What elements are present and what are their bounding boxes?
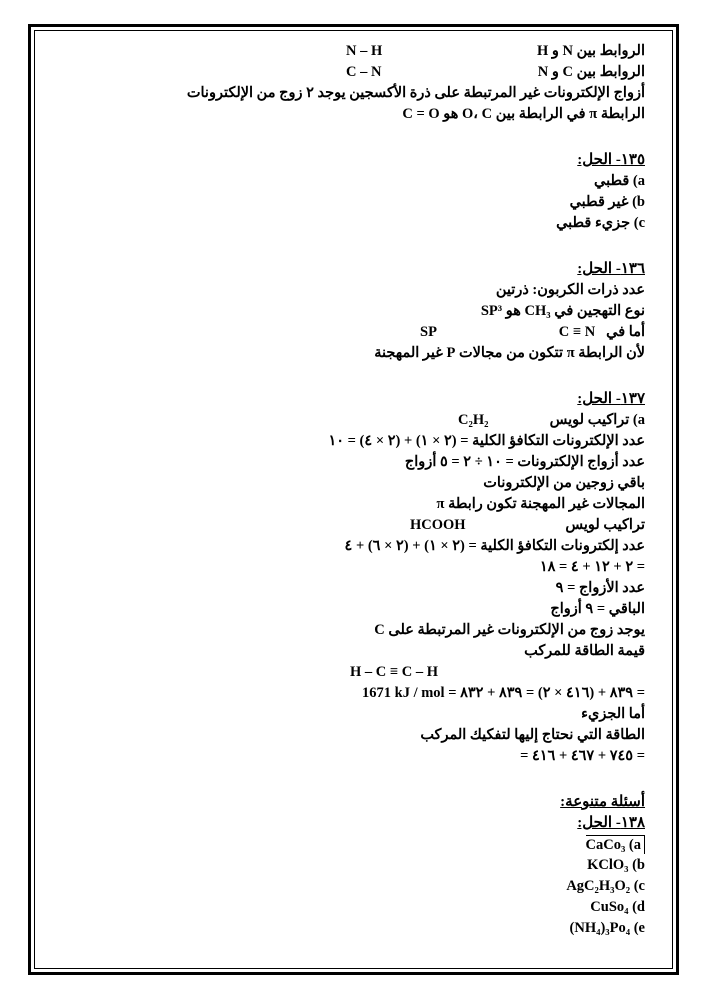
q137-remaining: باقي زوجين من الإلكترونات [483, 475, 645, 491]
q136-hybrid-cn: أما في C ≡ N [558, 324, 645, 340]
q137-lone-pair-c: يوجد زوج من الإلكترونات غير المرتبطة على C [374, 622, 645, 638]
q137-energy-label: قيمة الطاقة للمركب [524, 643, 645, 659]
q136-reason: لأن الرابطة π تتكون من مجالات P غير المهجنة [374, 345, 645, 361]
q137-heading: ١٣٧- الحل: [577, 391, 645, 407]
q137-pairs: عدد أزواج الإلكترونات = ١٠ ÷ ٢ = ٥ أزواج [404, 454, 645, 470]
q136-hybrid-ch3: نوع التهجين في CH₃ هو SP³ [480, 303, 645, 319]
q137-valence-hcooh: عدد إلكترونات التكافؤ الكلية = (٢ × ١) + (٢ × ٦) + ٤ [344, 538, 645, 554]
bond-c-n-line: الروابط بين C و N [537, 64, 645, 80]
q135-b: b) غير قطبي [569, 194, 645, 210]
q135-a: a) قطبي [594, 173, 645, 189]
q138-item-a: CaCo₃ (a [586, 835, 646, 854]
q135-c: c) جزيء قطبي [556, 215, 645, 231]
pi-bond-line: الرابطة π في الرابطة بين O، C هو C = O [402, 106, 645, 122]
formula-c2h2: C₂H₂ [458, 412, 489, 428]
q136-sp: SP [420, 324, 437, 340]
q137-energy-calc: = ٨٣٩ + (٤١٦ × ٢) = ٨٣٩ + ٨٣٢ = 1671 kJ / mol [362, 685, 645, 701]
q137-valence-total: عدد الإلكترونات التكافؤ الكلية = (٢ × ١) + (٢ × ٤) = ١٠ [328, 433, 645, 449]
bond-n-h-line: الروابط بين N و H [536, 43, 645, 59]
q137-lewis-c2h2: a) تراكيب لويس [549, 412, 645, 428]
q138-item-b: KClO₃ (b [587, 857, 645, 873]
q138-heading: ١٣٨- الحل: [577, 815, 645, 831]
formula-n-h: N – H [346, 43, 383, 59]
q136-heading: ١٣٦- الحل: [577, 261, 645, 277]
q137-molecule: أما الجزيء [581, 706, 645, 722]
q136-carbon-count: عدد ذرات الكربون: ذرتين [495, 282, 645, 298]
q138-item-d: CuSo₄ (d [590, 899, 645, 915]
q137-sum: = ٢ + ١٢ + ٤ = ١٨ [539, 559, 645, 575]
q137-pair-count: عدد الأزواج = ٩ [555, 580, 645, 596]
misc-heading: أسئلة متنوعة: [560, 794, 645, 810]
q138-item-c: AgC₂H₃O₂ (c [566, 878, 645, 894]
q137-remaining-pairs: الباقي = ٩ أزواج [550, 601, 645, 617]
q135-heading: ١٣٥- الحل: [577, 152, 645, 168]
formula-hcch: H – C ≡ C – H [350, 664, 439, 680]
document-body [40, 34, 667, 964]
q137-unhybrid: المجالات غير المهجنة تكون رابطة π [436, 496, 645, 512]
formula-c-n: C – N [346, 64, 382, 80]
q137-lewis-hcooh: تراكيب لويس [565, 517, 645, 533]
q138-item-e: (NH₄)₃Po₄ (e [569, 920, 645, 936]
q137-dissociation-sum: = ٧٤٥ + ٤٦٧ + ٤١٦ = [520, 748, 645, 764]
formula-hcooh: HCOOH [410, 517, 466, 533]
q137-dissociation: الطاقة التي نحتاج إليها لتفكيك المركب [420, 727, 645, 743]
lone-pairs-line: أزواج الإلكترونات غير المرتبطة على ذرة الأكسجين يوجد ٢ زوج من الإلكترونات [186, 85, 645, 101]
